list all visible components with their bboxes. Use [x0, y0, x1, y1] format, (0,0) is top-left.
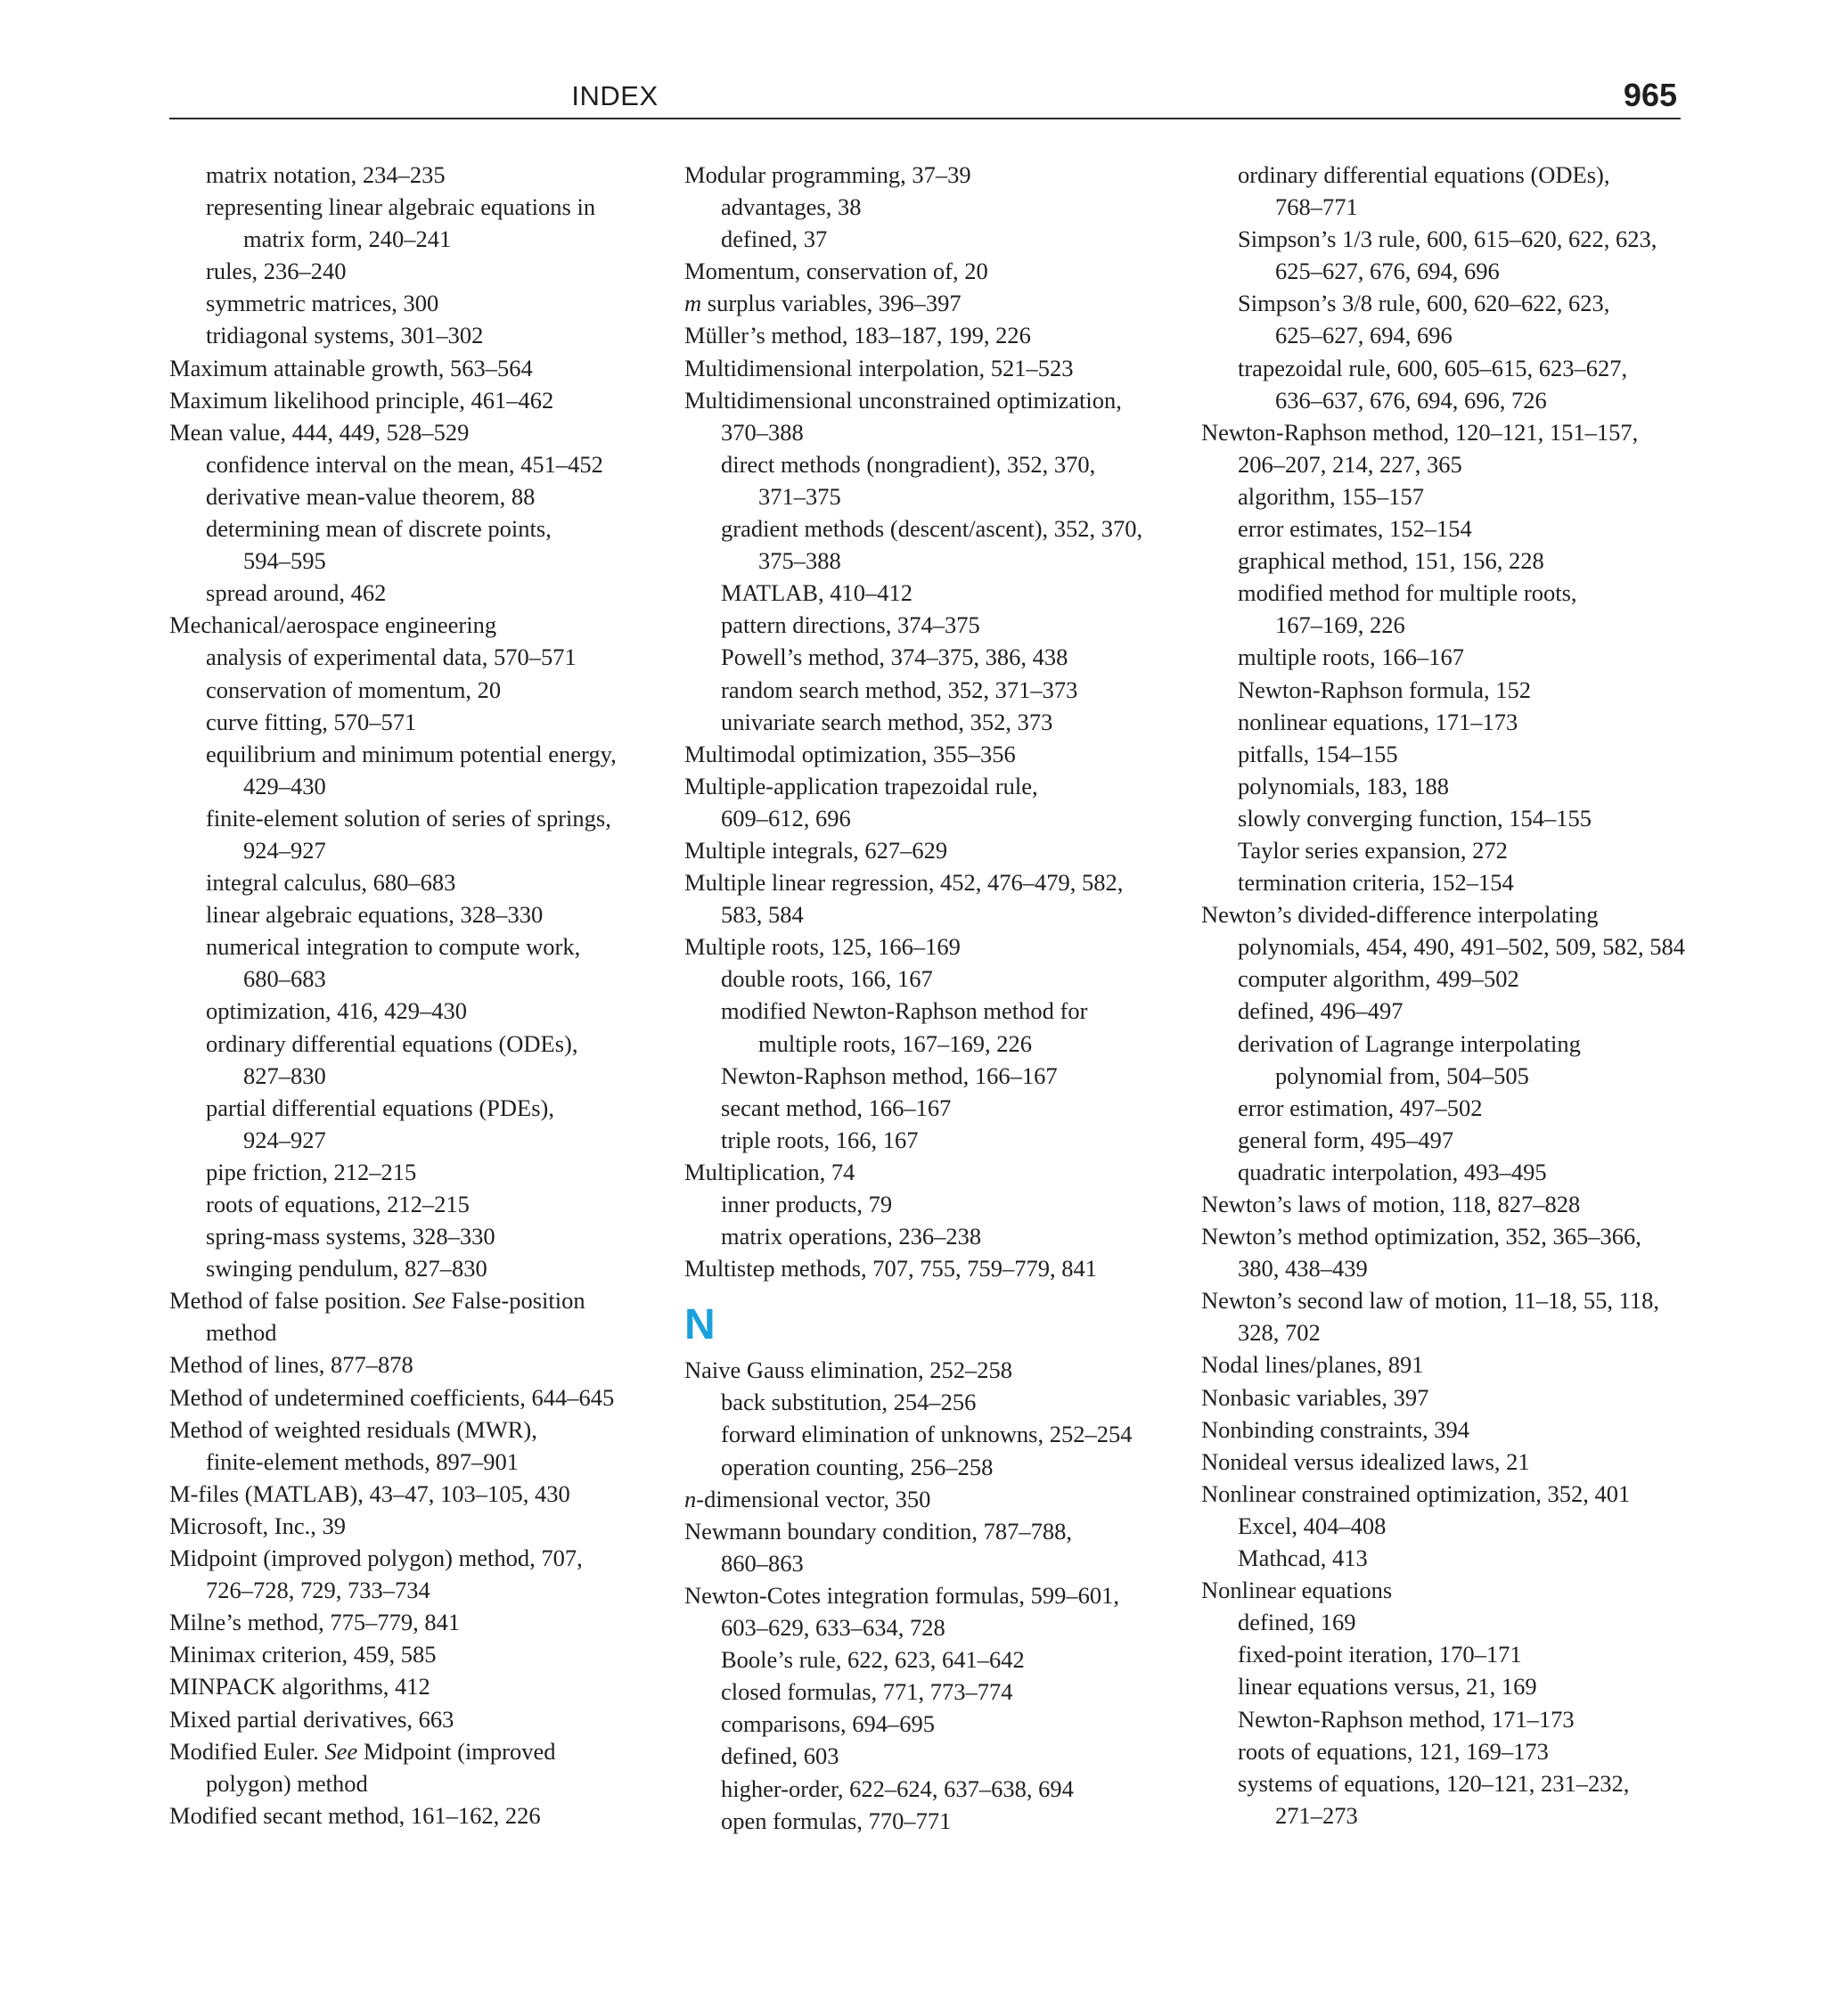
- index-entry: [169, 1735, 668, 1767]
- index-subentry: defined, 169: [1238, 1609, 1356, 1636]
- index-subentry: multiple roots, 166–167: [1238, 643, 1464, 671]
- index-entry: Naive Gauss elimination, 252–258: [684, 1356, 1012, 1384]
- index-subentry: quadratic interpolation, 493–495: [1238, 1158, 1547, 1185]
- index-subentry: derivation of Lagrange interpolating: [1238, 1029, 1581, 1057]
- index-column-left: [169, 159, 668, 1832]
- index-subentry: random search method, 352, 371–373: [721, 676, 1078, 703]
- index-entry: Modular programming, 37–39: [684, 161, 971, 188]
- index-entry: Newton’s second law of motion, 11–18, 55, 118,: [1201, 1287, 1659, 1315]
- index-entry: Mixed partial derivatives, 663: [169, 1705, 454, 1733]
- index-subentry: 860–863: [721, 1549, 804, 1577]
- index-subentry: finite-element methods, 897–901: [206, 1447, 520, 1475]
- index-subentry: open formulas, 770–771: [721, 1807, 952, 1834]
- entry-italic-text: n: [684, 1485, 697, 1512]
- index-subentry: 726–728, 729, 733–734: [206, 1577, 430, 1604]
- index-subentry: Excel, 404–408: [1238, 1512, 1387, 1539]
- index-entry: Newton-Raphson method, 120–121, 151–157,: [1201, 418, 1639, 446]
- index-subentry: spring-mass systems, 328–330: [206, 1223, 495, 1250]
- index-subentry: nonlinear equations, 171–173: [1238, 708, 1518, 735]
- entry-text: -dimensional vector, 350: [696, 1485, 931, 1512]
- index-subentry: curve fitting, 570–571: [206, 708, 417, 735]
- index-entry: Method of undetermined coefficients, 644–645: [169, 1383, 615, 1411]
- index-entry: Nonlinear constrained optimization, 352, 401: [1201, 1479, 1631, 1507]
- index-entry: [684, 1483, 1183, 1515]
- index-subentry: advantages, 38: [721, 193, 862, 221]
- index-entry: Midpoint (improved polygon) method, 707,: [169, 1545, 583, 1572]
- index-subentry: Boole’s rule, 622, 623, 641–642: [721, 1646, 1025, 1674]
- index-entry: Multiple roots, 125, 166–169: [684, 933, 961, 961]
- index-subentry: error estimates, 152–154: [1238, 515, 1472, 543]
- index-entry: Newton’s divided-difference interpolating: [1201, 901, 1599, 929]
- index-subentry: integral calculus, 680–683: [206, 869, 456, 897]
- index-subentry: error estimation, 497–502: [1238, 1094, 1483, 1121]
- index-subentry: modified method for multiple roots,: [1238, 579, 1577, 607]
- index-subentry: 583, 584: [721, 901, 804, 929]
- index-entry: M-files (MATLAB), 43–47, 103–105, 430: [169, 1479, 570, 1507]
- index-subentry: confidence interval on the mean, 451–452: [206, 450, 603, 478]
- index-subentry: slowly converging function, 154–155: [1238, 804, 1592, 832]
- index-entry: Multiplication, 74: [684, 1158, 855, 1185]
- entry-text: Midpoint (improved: [357, 1737, 556, 1765]
- index-subentry: 609–612, 696: [721, 804, 851, 832]
- index-subentry: rules, 236–240: [206, 258, 347, 285]
- index-subentry: defined, 496–497: [1238, 997, 1404, 1025]
- index-subentry: polynomials, 183, 188: [1238, 772, 1450, 799]
- index-subentry: computer algorithm, 499–502: [1238, 965, 1519, 993]
- index-entry: Maximum attainable growth, 563–564: [169, 354, 533, 381]
- index-subentry: representing linear algebraic equations in: [206, 193, 596, 221]
- index-entry: MINPACK algorithms, 412: [169, 1673, 430, 1700]
- index-subentry: 924–927: [243, 1126, 326, 1153]
- index-entry: Multidimensional interpolation, 521–523: [684, 354, 1074, 381]
- index-subentry: 271–273: [1275, 1801, 1358, 1829]
- index-subentry: 375–388: [758, 547, 841, 575]
- index-subentry: ordinary differential equations (ODEs),: [206, 1029, 578, 1057]
- index-subentry: defined, 603: [721, 1742, 839, 1770]
- index-subentry: Taylor series expansion, 272: [1238, 836, 1508, 864]
- index-entry: Multimodal optimization, 355–356: [684, 740, 1016, 767]
- index-subentry: fixed-point iteration, 170–171: [1238, 1641, 1522, 1668]
- index-column-middle: [684, 159, 1183, 1837]
- index-entry: Mechanical/aerospace engineering: [169, 611, 497, 639]
- index-subentry: 625–627, 694, 696: [1275, 322, 1453, 349]
- section-letter: N: [684, 1301, 716, 1349]
- index-subentry: Simpson’s 1/3 rule, 600, 615–620, 622, 623,: [1238, 225, 1657, 253]
- index-subentry: ordinary differential equations (ODEs),: [1238, 161, 1610, 188]
- index-subentry: polynomial from, 504–505: [1275, 1061, 1529, 1089]
- index-subentry: 924–927: [243, 836, 326, 864]
- index-subentry: roots of equations, 121, 169–173: [1238, 1737, 1549, 1765]
- index-entry: Nonbinding constraints, 394: [1201, 1415, 1470, 1443]
- index-subentry: pitfalls, 154–155: [1238, 740, 1398, 767]
- index-subentry: MATLAB, 410–412: [721, 579, 912, 607]
- index-subentry: 371–375: [758, 482, 841, 510]
- index-subentry: derivative mean-value theorem, 88: [206, 482, 536, 510]
- index-subentry: numerical integration to compute work,: [206, 933, 581, 961]
- index-subentry: linear equations versus, 21, 169: [1238, 1673, 1537, 1700]
- index-entry: Newmann boundary condition, 787–788,: [684, 1517, 1072, 1545]
- index-subentry: linear algebraic equations, 328–330: [206, 901, 544, 929]
- entry-italic-text: See: [324, 1737, 358, 1765]
- index-subentry: gradient methods (descent/ascent), 352, 370,: [721, 515, 1143, 543]
- index-subentry: roots of equations, 212–215: [206, 1191, 470, 1217]
- index-subentry: univariate search method, 352, 373: [721, 708, 1053, 735]
- index-subentry: 370–388: [721, 418, 804, 446]
- index-subentry: closed formulas, 771, 773–774: [721, 1678, 1013, 1706]
- index-subentry: equilibrium and minimum potential energy,: [206, 740, 617, 767]
- index-entry: Nonideal versus idealized laws, 21: [1201, 1447, 1530, 1475]
- index-subentry: matrix operations, 236–238: [721, 1223, 982, 1250]
- index-entry: Method of weighted residuals (MWR),: [169, 1415, 537, 1443]
- index-subentry: method: [206, 1319, 277, 1347]
- index-entry: Newton’s laws of motion, 118, 827–828: [1201, 1191, 1581, 1217]
- index-subentry: 603–629, 633–634, 728: [721, 1614, 945, 1642]
- index-subentry: trapezoidal rule, 600, 605–615, 623–627,: [1238, 354, 1628, 381]
- index-subentry: inner products, 79: [721, 1191, 893, 1217]
- index-entry: Multiple integrals, 627–629: [684, 836, 948, 864]
- index-subentry: Powell’s method, 374–375, 386, 438: [721, 643, 1068, 671]
- index-subentry: 680–683: [243, 965, 326, 993]
- index-subentry: 167–169, 226: [1275, 611, 1405, 639]
- index-column-right: [1201, 159, 1700, 1832]
- index-entry: Multistep methods, 707, 755, 759–779, 841: [684, 1255, 1098, 1283]
- index-subentry: analysis of experimental data, 570–571: [206, 643, 577, 671]
- index-subentry: Mathcad, 413: [1238, 1545, 1368, 1572]
- index-subentry: pattern directions, 374–375: [721, 611, 980, 639]
- index-subentry: 429–430: [243, 772, 326, 799]
- index-subentry: higher-order, 622–624, 637–638, 694: [721, 1774, 1074, 1802]
- index-subentry: polynomials, 454, 490, 491–502, 509, 582, 584: [1238, 933, 1686, 961]
- index-subentry: pipe friction, 212–215: [206, 1158, 417, 1185]
- index-entry: Nonbasic variables, 397: [1201, 1383, 1429, 1411]
- index-subentry: algorithm, 155–157: [1238, 482, 1425, 510]
- index-entry: Müller’s method, 183–187, 199, 226: [684, 322, 1031, 349]
- index-entry: Multiple linear regression, 452, 476–479, 582,: [684, 869, 1124, 897]
- index-subentry: swinging pendulum, 827–830: [206, 1255, 487, 1283]
- index-entry: Minimax criterion, 459, 585: [169, 1641, 437, 1668]
- index-subentry: 328, 702: [1238, 1319, 1321, 1347]
- index-subentry: matrix notation, 234–235: [206, 161, 446, 188]
- index-subentry: partial differential equations (PDEs),: [206, 1094, 555, 1121]
- index-entry: Multiple-application trapezoidal rule,: [684, 772, 1038, 799]
- index-subentry: modified Newton-Raphson method for: [721, 997, 1088, 1025]
- index-subentry: Newton-Raphson formula, 152: [1238, 676, 1531, 703]
- index-entry: Method of lines, 877–878: [169, 1351, 413, 1379]
- entry-text: Method of false position.: [169, 1287, 413, 1315]
- page-number: 965: [1623, 77, 1677, 113]
- index-subentry: general form, 495–497: [1238, 1126, 1454, 1153]
- entry-text: surplus variables, 396–397: [701, 290, 962, 317]
- index-subentry: Newton-Raphson method, 171–173: [1238, 1705, 1575, 1733]
- index-subentry: symmetric matrices, 300: [206, 290, 439, 317]
- index-subentry: optimization, 416, 429–430: [206, 997, 467, 1025]
- index-subentry: conservation of momentum, 20: [206, 676, 502, 703]
- index-subentry: 827–830: [243, 1061, 326, 1089]
- index-entry: Milne’s method, 775–779, 841: [169, 1609, 461, 1636]
- index-subentry: polygon) method: [206, 1769, 368, 1797]
- index-subentry: 594–595: [243, 547, 326, 575]
- index-subentry: matrix form, 240–241: [243, 225, 452, 253]
- index-subentry: determining mean of discrete points,: [206, 515, 552, 543]
- index-entry: Nodal lines/planes, 891: [1201, 1351, 1424, 1379]
- index-entry: Microsoft, Inc., 39: [169, 1512, 346, 1539]
- index-subentry: Simpson’s 3/8 rule, 600, 620–622, 623,: [1238, 290, 1610, 317]
- index-entry: Newton’s method optimization, 352, 365–366,: [1201, 1223, 1641, 1250]
- index-subentry: back substitution, 254–256: [721, 1389, 977, 1416]
- index-subentry: graphical method, 151, 156, 228: [1238, 547, 1544, 575]
- index-subentry: 380, 438–439: [1238, 1255, 1368, 1283]
- entry-text: Modified Euler.: [169, 1737, 325, 1765]
- running-header: [169, 78, 1681, 119]
- index-subentry: forward elimination of unknowns, 252–254: [721, 1421, 1133, 1448]
- index-entry: Multidimensional unconstrained optimization,: [684, 386, 1122, 414]
- index-subentry: operation counting, 256–258: [721, 1453, 994, 1480]
- index-subentry: spread around, 462: [206, 579, 387, 607]
- index-entry: Mean value, 444, 449, 528–529: [169, 418, 470, 446]
- index-entry: Nonlinear equations: [1201, 1577, 1393, 1604]
- index-subentry: finite-element solution of series of springs,: [206, 804, 611, 832]
- index-subentry: defined, 37: [721, 225, 828, 253]
- index-subentry: 625–627, 676, 694, 696: [1275, 258, 1500, 285]
- entry-italic-text: m: [684, 290, 702, 317]
- index-subentry: comparisons, 694–695: [721, 1710, 935, 1738]
- index-subentry: triple roots, 166, 167: [721, 1126, 919, 1153]
- index-entry: Maximum likelihood principle, 461–462: [169, 386, 554, 414]
- index-subentry: direct methods (nongradient), 352, 370,: [721, 450, 1096, 478]
- index-entry: Modified secant method, 161–162, 226: [169, 1801, 541, 1829]
- index-subentry: 636–637, 676, 694, 696, 726: [1275, 386, 1547, 414]
- index-subentry: multiple roots, 167–169, 226: [758, 1029, 1032, 1057]
- entry-italic-text: See: [413, 1287, 446, 1315]
- running-head-title: INDEX: [571, 80, 659, 111]
- index-entry: [684, 287, 1183, 319]
- index-entry: [169, 1284, 668, 1316]
- index-subentry: secant method, 166–167: [721, 1094, 952, 1121]
- index-subentry: systems of equations, 120–121, 231–232,: [1238, 1769, 1630, 1797]
- index-subentry: double roots, 166, 167: [721, 965, 933, 993]
- index-subentry: Newton-Raphson method, 166–167: [721, 1061, 1058, 1089]
- index-subentry: termination criteria, 152–154: [1238, 869, 1514, 897]
- index-subentry: tridiagonal systems, 301–302: [206, 322, 484, 349]
- index-subentry: 768–771: [1275, 193, 1358, 221]
- index-subentry: 206–207, 214, 227, 365: [1238, 450, 1462, 478]
- index-entry: Newton-Cotes integration formulas, 599–601,: [684, 1581, 1119, 1609]
- entry-text: False-position: [445, 1287, 585, 1315]
- index-entry: Momentum, conservation of, 20: [684, 258, 988, 285]
